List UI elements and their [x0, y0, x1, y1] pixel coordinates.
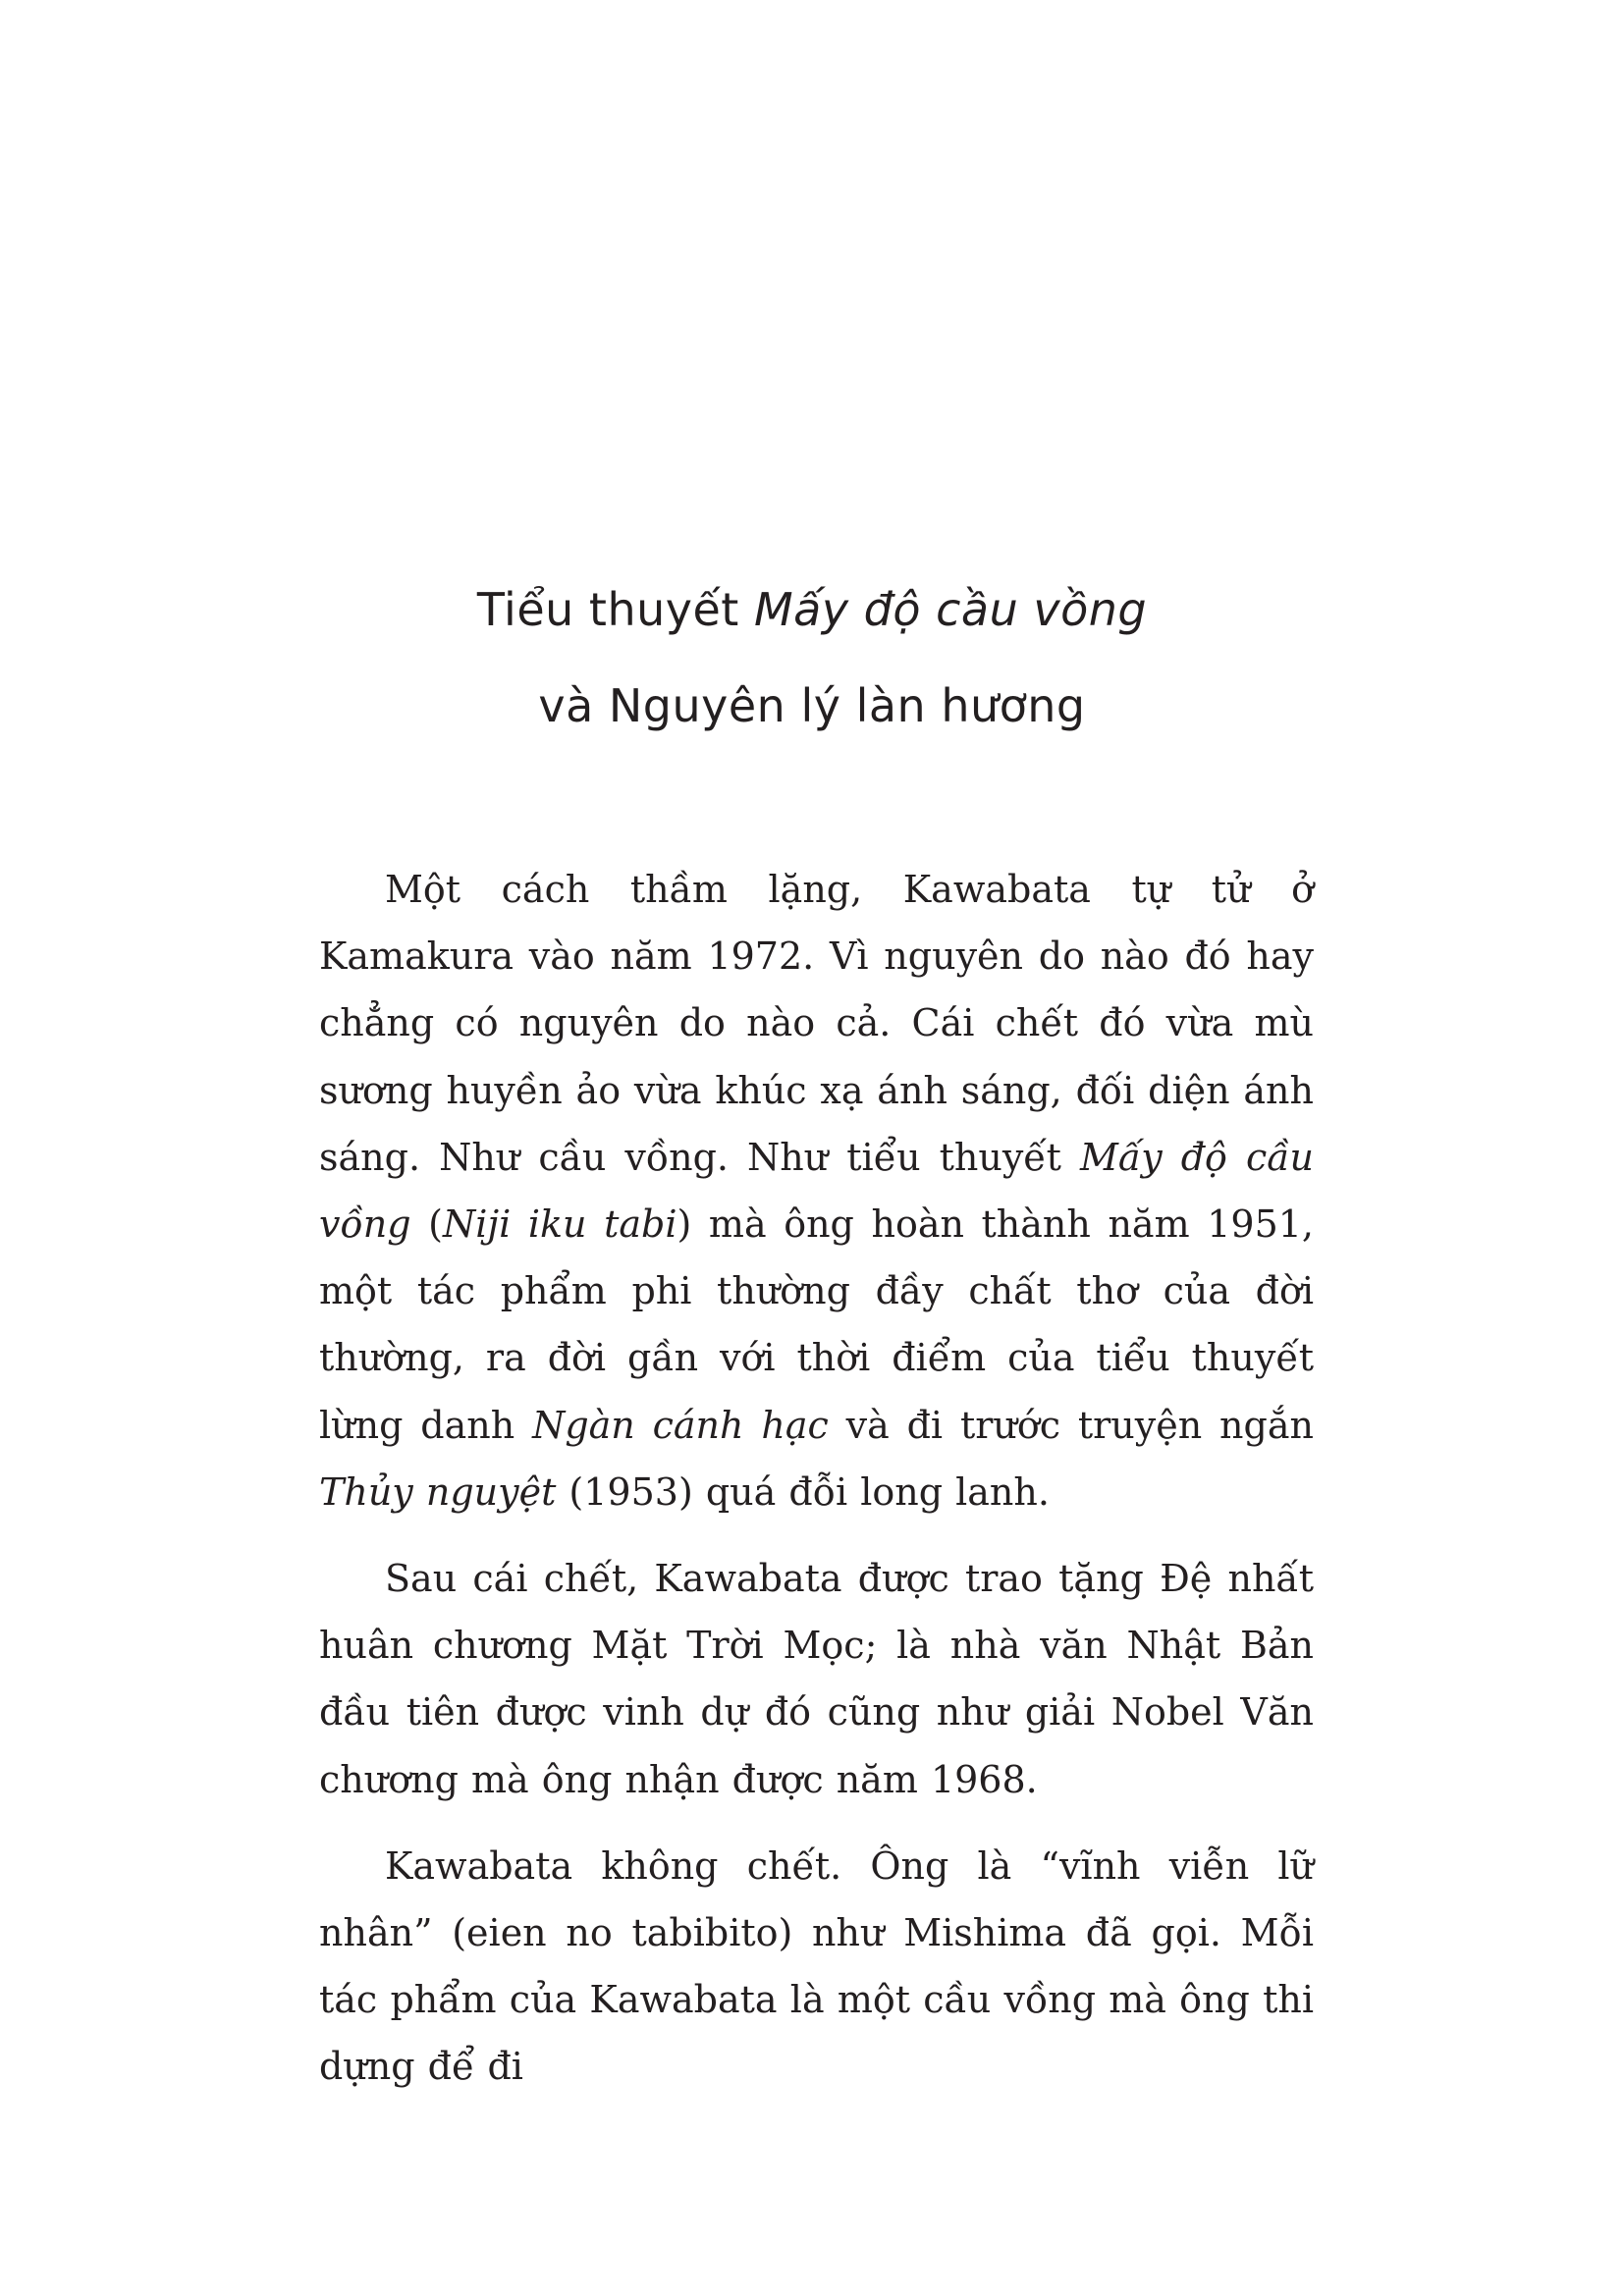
paragraph-3: Kawabata không chết. Ông là “vĩnh viễn lữ nhân” (eien no tabibito) như Mishima đã gọi. Mỗi tác phẩm của Kawabata là một cầu vồng mà ông thi dựng để đi: [319, 1843, 1314, 2089]
book-title-may-do-cau-vong: Mấy độ cầu vồng: [319, 1135, 1314, 1247]
chapter-title-prefix: Tiểu thuyết: [476, 583, 754, 636]
paragraph-1-text-2: (: [410, 1202, 443, 1247]
chapter-title-line-1: [0, 561, 1624, 658]
chapter-title-book-name: Mấy độ cầu vồng: [753, 583, 1148, 636]
book-title-ngan-canh-hac: Ngàn cánh hạc: [532, 1403, 829, 1447]
paragraph-1-text-1: Một cách thầm lặng, Kawabata tự tử ở Kamakura vào năm 1972. Vì nguyên do nào đó hay chẳng có nguyên do nào cả. Cái chết đó vừa mù sương huyền ảo vừa khúc xạ ánh sáng, đối diện ánh sáng. Như cầu vồng. Như tiểu thuyết: [319, 868, 1314, 1179]
paragraph-1-text-3: ) mà ông hoàn thành năm 1951, một tác phẩm phi thường đầy chất thơ của đời thường, ra đời gần với thời điểm của tiểu thuyết lừng danh: [319, 1202, 1314, 1447]
paragraph-2: Sau cái chết, Kawabata được trao tặng Đệ nhất huân chương Mặt Trời Mọc; là nhà văn Nhật Bản đầu tiên được vinh dự đó cũng như giải Nobel Văn chương mà ông nhận được năm 1968.: [319, 1557, 1314, 1801]
paragraph-1: [319, 856, 1314, 1525]
paragraph-1-text-4: và đi trước truyện ngắn: [828, 1403, 1314, 1447]
book-title-thuy-nguyet: Thủy nguyệt: [319, 1469, 557, 1514]
chapter-title: [0, 561, 1624, 754]
book-title-niji-iku-tabi: Niji iku tabi: [442, 1202, 677, 1247]
body-text: [319, 856, 1314, 2120]
chapter-title-line-2: và Nguyên lý làn hương: [538, 679, 1086, 732]
paragraph-1-text-5: (1953) quá đỗi long lanh.: [556, 1469, 1050, 1514]
